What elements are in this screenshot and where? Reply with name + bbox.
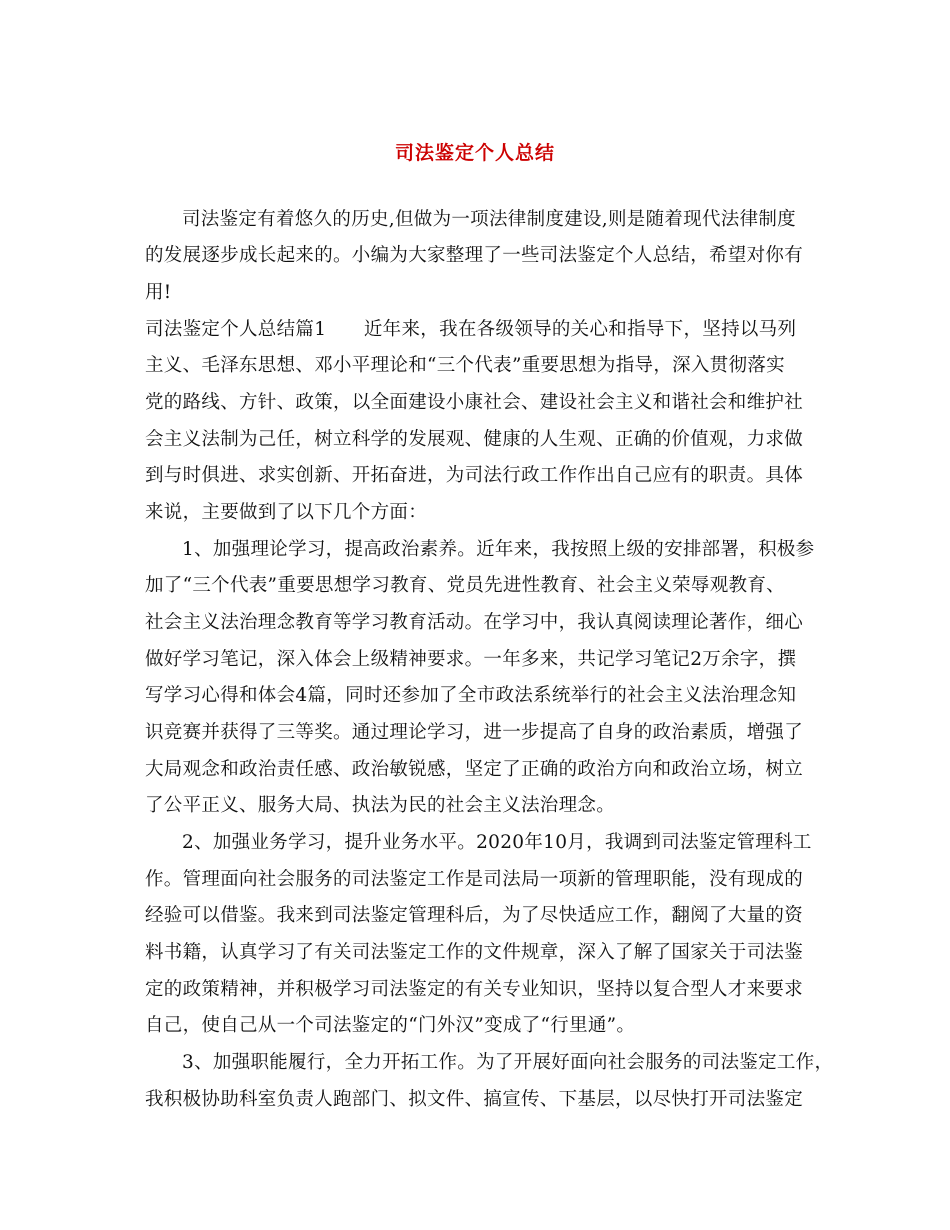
text-line-24: 3、加强职能履行，全力开拓工作。为了开展好面向社会服务的司法鉴定工作， [182, 1052, 834, 1073]
text-line-7: 会主义法制为己任，树立科学的发展观、健康的人生观、正确的价值观，力求做 [145, 429, 804, 450]
text-line-21: 料书籍，认真学习了有关司法鉴定工作的文件规章，深入了解了国家关于司法鉴 [145, 942, 804, 963]
text-line-5: 主义、毛泽东思想、邓小平理论和“三个代表”重要思想为指导，深入贯彻落实 [145, 355, 785, 376]
text-line-15: 识竞赛并获得了三等奖。通过理论学习，进一步提高了自身的政治素质，增强了 [145, 722, 804, 743]
text-line-16: 大局观念和政治责任感、政治敏锐感，坚定了正确的政治方向和政治立场，树立 [145, 759, 804, 780]
text-line-11: 加了“三个代表”重要思想学习教育、党员先进性教育、社会主义荣辱观教育、 [145, 575, 785, 596]
text-line-10: 1、加强理论学习，提高政治素养。近年来，我按照上级的安排部署，积极参 [182, 539, 815, 560]
text-line-6: 党的路线、方针、政策，以全面建设小康社会、建设社会主义和谐社会和维护社 [145, 392, 804, 413]
text-line-12: 社会主义法治理念教育等学习教育活动。在学习中，我认真阅读理论著作，细心 [145, 612, 804, 633]
text-line-4: 司法鉴定个人总结篇1 近年来，我在各级领导的关心和指导下，坚持以马列 [145, 319, 797, 340]
text-line-14: 写学习心得和体会4篇，同时还参加了全市政法系统举行的社会主义法治理念知 [145, 685, 797, 706]
text-line-13: 做好学习笔记，深入体会上级精神要求。一年多来，共记学习笔记2万余字，撰 [145, 649, 797, 670]
text-line-2: 的发展逐步成长起来的。小编为大家整理了一些司法鉴定个人总结，希望对你有 [145, 245, 804, 266]
text-line-25: 我积极协助科室负责人跑部门、拟文件、搞宣传、下基层，以尽快打开司法鉴定 [145, 1089, 804, 1110]
text-line-19: 作。管理面向社会服务的司法鉴定工作是司法局一项新的管理职能，没有现成的 [145, 869, 804, 890]
text-line-9: 来说，主要做到了以下几个方面： [145, 502, 428, 523]
text-line-17: 了公平正义、服务大局、执法为民的社会主义法治理念。 [145, 795, 616, 816]
text-line-23: 自己，使自己从一个司法鉴定的“门外汉”变成了“行里通”。 [145, 1015, 636, 1036]
text-line-20: 经验可以借鉴。我来到司法鉴定管理科后，为了尽快适应工作，翻阅了大量的资 [145, 905, 804, 926]
text-line-3: 用! [145, 282, 172, 303]
text-line-18: 2、加强业务学习，提升业务水平。2020年10月，我调到司法鉴定管理科工 [182, 832, 812, 853]
document-title: 司法鉴定个人总结 [394, 142, 555, 164]
text-line-22: 定的政策精神，并积极学习司法鉴定的有关专业知识，坚持以复合型人才来要求 [145, 979, 804, 1000]
text-line-8: 到与时俱进、求实创新、开拓奋进，为司法行政工作作出自己应有的职责。具体 [145, 465, 804, 486]
text-line-1: 司法鉴定有着悠久的历史,但做为一项法律制度建设,则是随着现代法律制度 [182, 209, 796, 230]
